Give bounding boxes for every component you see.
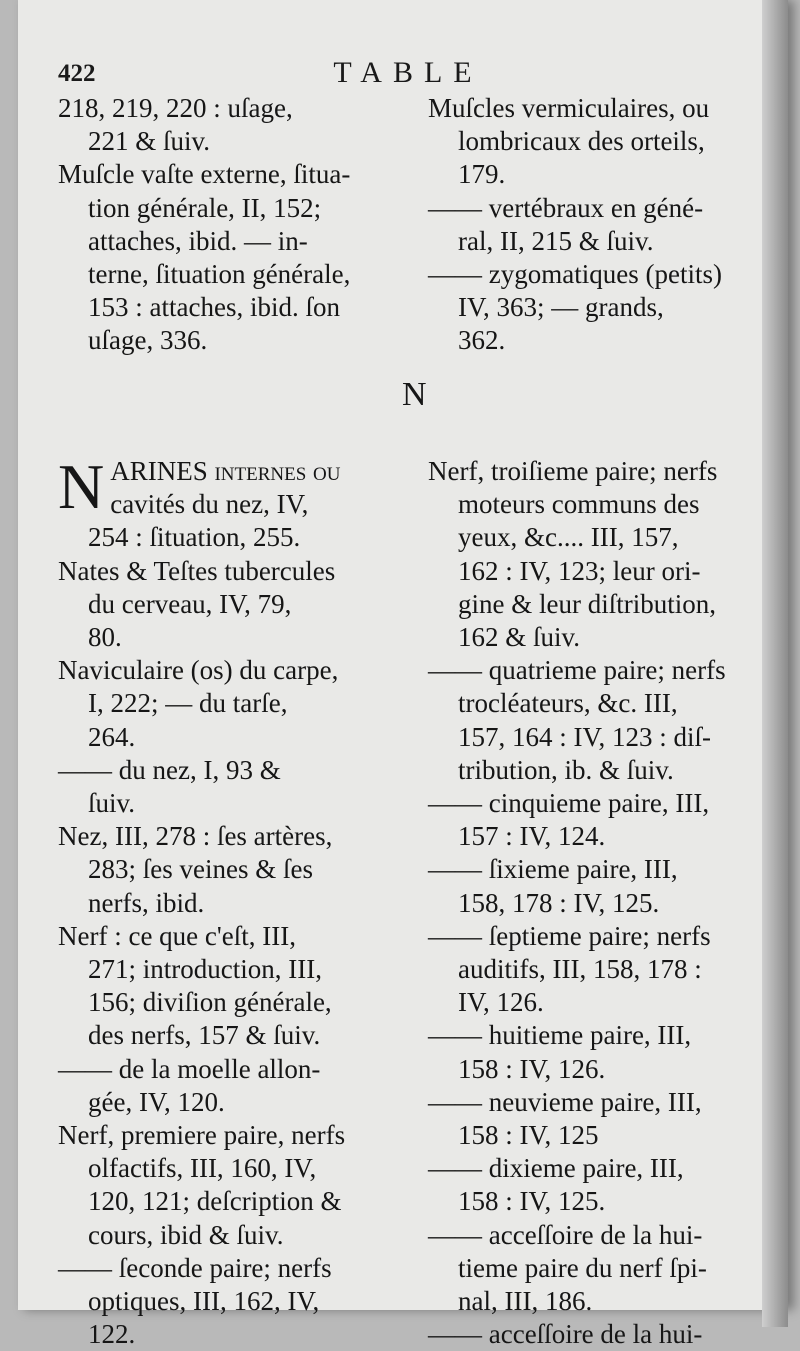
index-line: —— cinquieme paire, III, xyxy=(428,788,710,819)
index-line: —— ſeptieme paire; nerfs xyxy=(428,920,711,951)
book-page xyxy=(18,0,788,1350)
index-line: cours, ibid & ſuiv. xyxy=(88,1219,284,1250)
top-right-column xyxy=(428,92,768,358)
index-line: IV, 363; — grands, xyxy=(458,292,664,323)
index-line: 153 : attaches, ibid. ſon xyxy=(88,292,340,323)
index-line: uſage, 336. xyxy=(88,325,208,356)
index-line: 158, 178 : IV, 125. xyxy=(458,887,660,918)
top-left-column xyxy=(58,92,420,358)
index-line: —— acceſſoire de la hui- xyxy=(428,1319,703,1350)
index-line: auditifs, III, 158, 178 : xyxy=(458,954,702,985)
index-line: ral, II, 215 & ſuiv. xyxy=(458,225,654,256)
index-line: 362. xyxy=(458,325,506,356)
index-line: moteurs communs des xyxy=(458,489,700,520)
index-line: optiques, III, 162, IV, xyxy=(88,1286,320,1317)
index-line: trocléateurs, &c. III, xyxy=(458,688,678,719)
index-line: 254 : ſituation, 255. xyxy=(88,522,301,553)
index-line: —— de la moelle allon- xyxy=(58,1053,321,1084)
index-line: 158 : IV, 125 xyxy=(458,1120,599,1151)
index-line: 157, 164 : IV, 123 : diſ- xyxy=(458,721,712,752)
index-line: 158 : IV, 126. xyxy=(458,1053,606,1084)
index-line: 158 : IV, 125. xyxy=(458,1186,606,1217)
index-line: 283; ſes veines & ſes xyxy=(88,854,313,885)
page-header xyxy=(58,56,758,92)
index-line: terne, ſituation générale, xyxy=(88,259,351,290)
index-line: —— neuvieme paire, III, xyxy=(428,1086,702,1117)
bottom-right-column xyxy=(428,455,768,1351)
index-line: Muſcle vaſte externe, ſitua- xyxy=(58,159,351,190)
index-line: —— ſeconde paire; nerfs xyxy=(58,1252,332,1283)
index-line: Muſcles vermiculaires, ou xyxy=(428,93,710,123)
index-line: —— quatrieme paire; nerfs xyxy=(428,655,726,686)
index-line: olfactifs, III, 160, IV, xyxy=(88,1153,317,1184)
bottom-left-column xyxy=(58,451,420,1351)
index-line: nerfs, ibid. xyxy=(88,887,205,918)
index-line: 218, 219, 220 : uſage, xyxy=(58,93,293,123)
index-line: 162 & ſuiv. xyxy=(458,622,581,653)
index-line: IV, 126. xyxy=(458,987,544,1018)
index-line: Nates & Teſtes tubercules xyxy=(58,555,336,586)
index-line: —— du nez, I, 93 & xyxy=(58,754,281,785)
running-title: TABLE xyxy=(333,56,483,89)
index-line: 80. xyxy=(88,622,122,653)
index-line: Nez, III, 278 : ſes artères, xyxy=(58,821,333,852)
index-line: tion générale, II, 152; xyxy=(88,192,322,223)
index-line: cavités du nez, IV, xyxy=(110,489,309,520)
index-line: nal, III, 186. xyxy=(458,1286,593,1317)
index-line: lombricaux des orteils, xyxy=(458,126,705,157)
index-line: Nerf, troiſieme paire; nerfs xyxy=(428,456,718,486)
index-line: —— dixieme paire, III, xyxy=(428,1153,684,1184)
index-line: 122. xyxy=(88,1319,136,1350)
section-letter: N xyxy=(402,376,427,413)
index-line: —— zygomatiques (petits) xyxy=(428,259,722,290)
index-line: Nerf : ce que c'eſt, III, xyxy=(58,920,296,951)
drop-cap: N xyxy=(58,451,105,522)
index-line: gée, IV, 120. xyxy=(88,1086,225,1117)
index-line: 156; diviſion générale, xyxy=(88,987,332,1018)
index-line: Naviculaire (os) du carpe, xyxy=(58,655,339,686)
page-number: 422 xyxy=(58,60,96,87)
index-line: 264. xyxy=(88,721,136,752)
index-line: Nerf, premiere paire, nerfs xyxy=(58,1120,346,1151)
index-line: —— ſixieme paire, III, xyxy=(428,854,678,885)
index-line: 157 : IV, 124. xyxy=(458,821,606,852)
index-line: —— acceſſoire de la hui- xyxy=(428,1219,703,1250)
index-line: 162 : IV, 123; leur ori- xyxy=(458,555,701,586)
index-line: 271; introduction, III, xyxy=(88,954,322,985)
index-line: du cerveau, IV, 79, xyxy=(88,588,292,619)
index-line: attaches, ibid. — in- xyxy=(88,225,308,256)
index-line: ſuiv. xyxy=(88,788,135,819)
index-line: —— huitieme paire, III, xyxy=(428,1020,692,1051)
index-line: tribution, ib. & ſuiv. xyxy=(458,754,674,785)
index-line: gine & leur diſtribution, xyxy=(458,588,716,619)
index-line: 221 & ſuiv. xyxy=(88,126,211,157)
index-line: —— vertébraux en géné- xyxy=(428,192,704,223)
index-line: des nerfs, 157 & ſuiv. xyxy=(88,1020,321,1051)
index-line: I, 222; — du tarſe, xyxy=(88,688,288,719)
index-line: tieme paire du nerf ſpi- xyxy=(458,1252,707,1283)
index-line: ARINES internes ou xyxy=(110,456,341,486)
index-line: 120, 121; deſcription & xyxy=(88,1186,342,1217)
index-line: yeux, &c.... III, 157, xyxy=(458,522,679,553)
index-line: 179. xyxy=(458,159,506,190)
